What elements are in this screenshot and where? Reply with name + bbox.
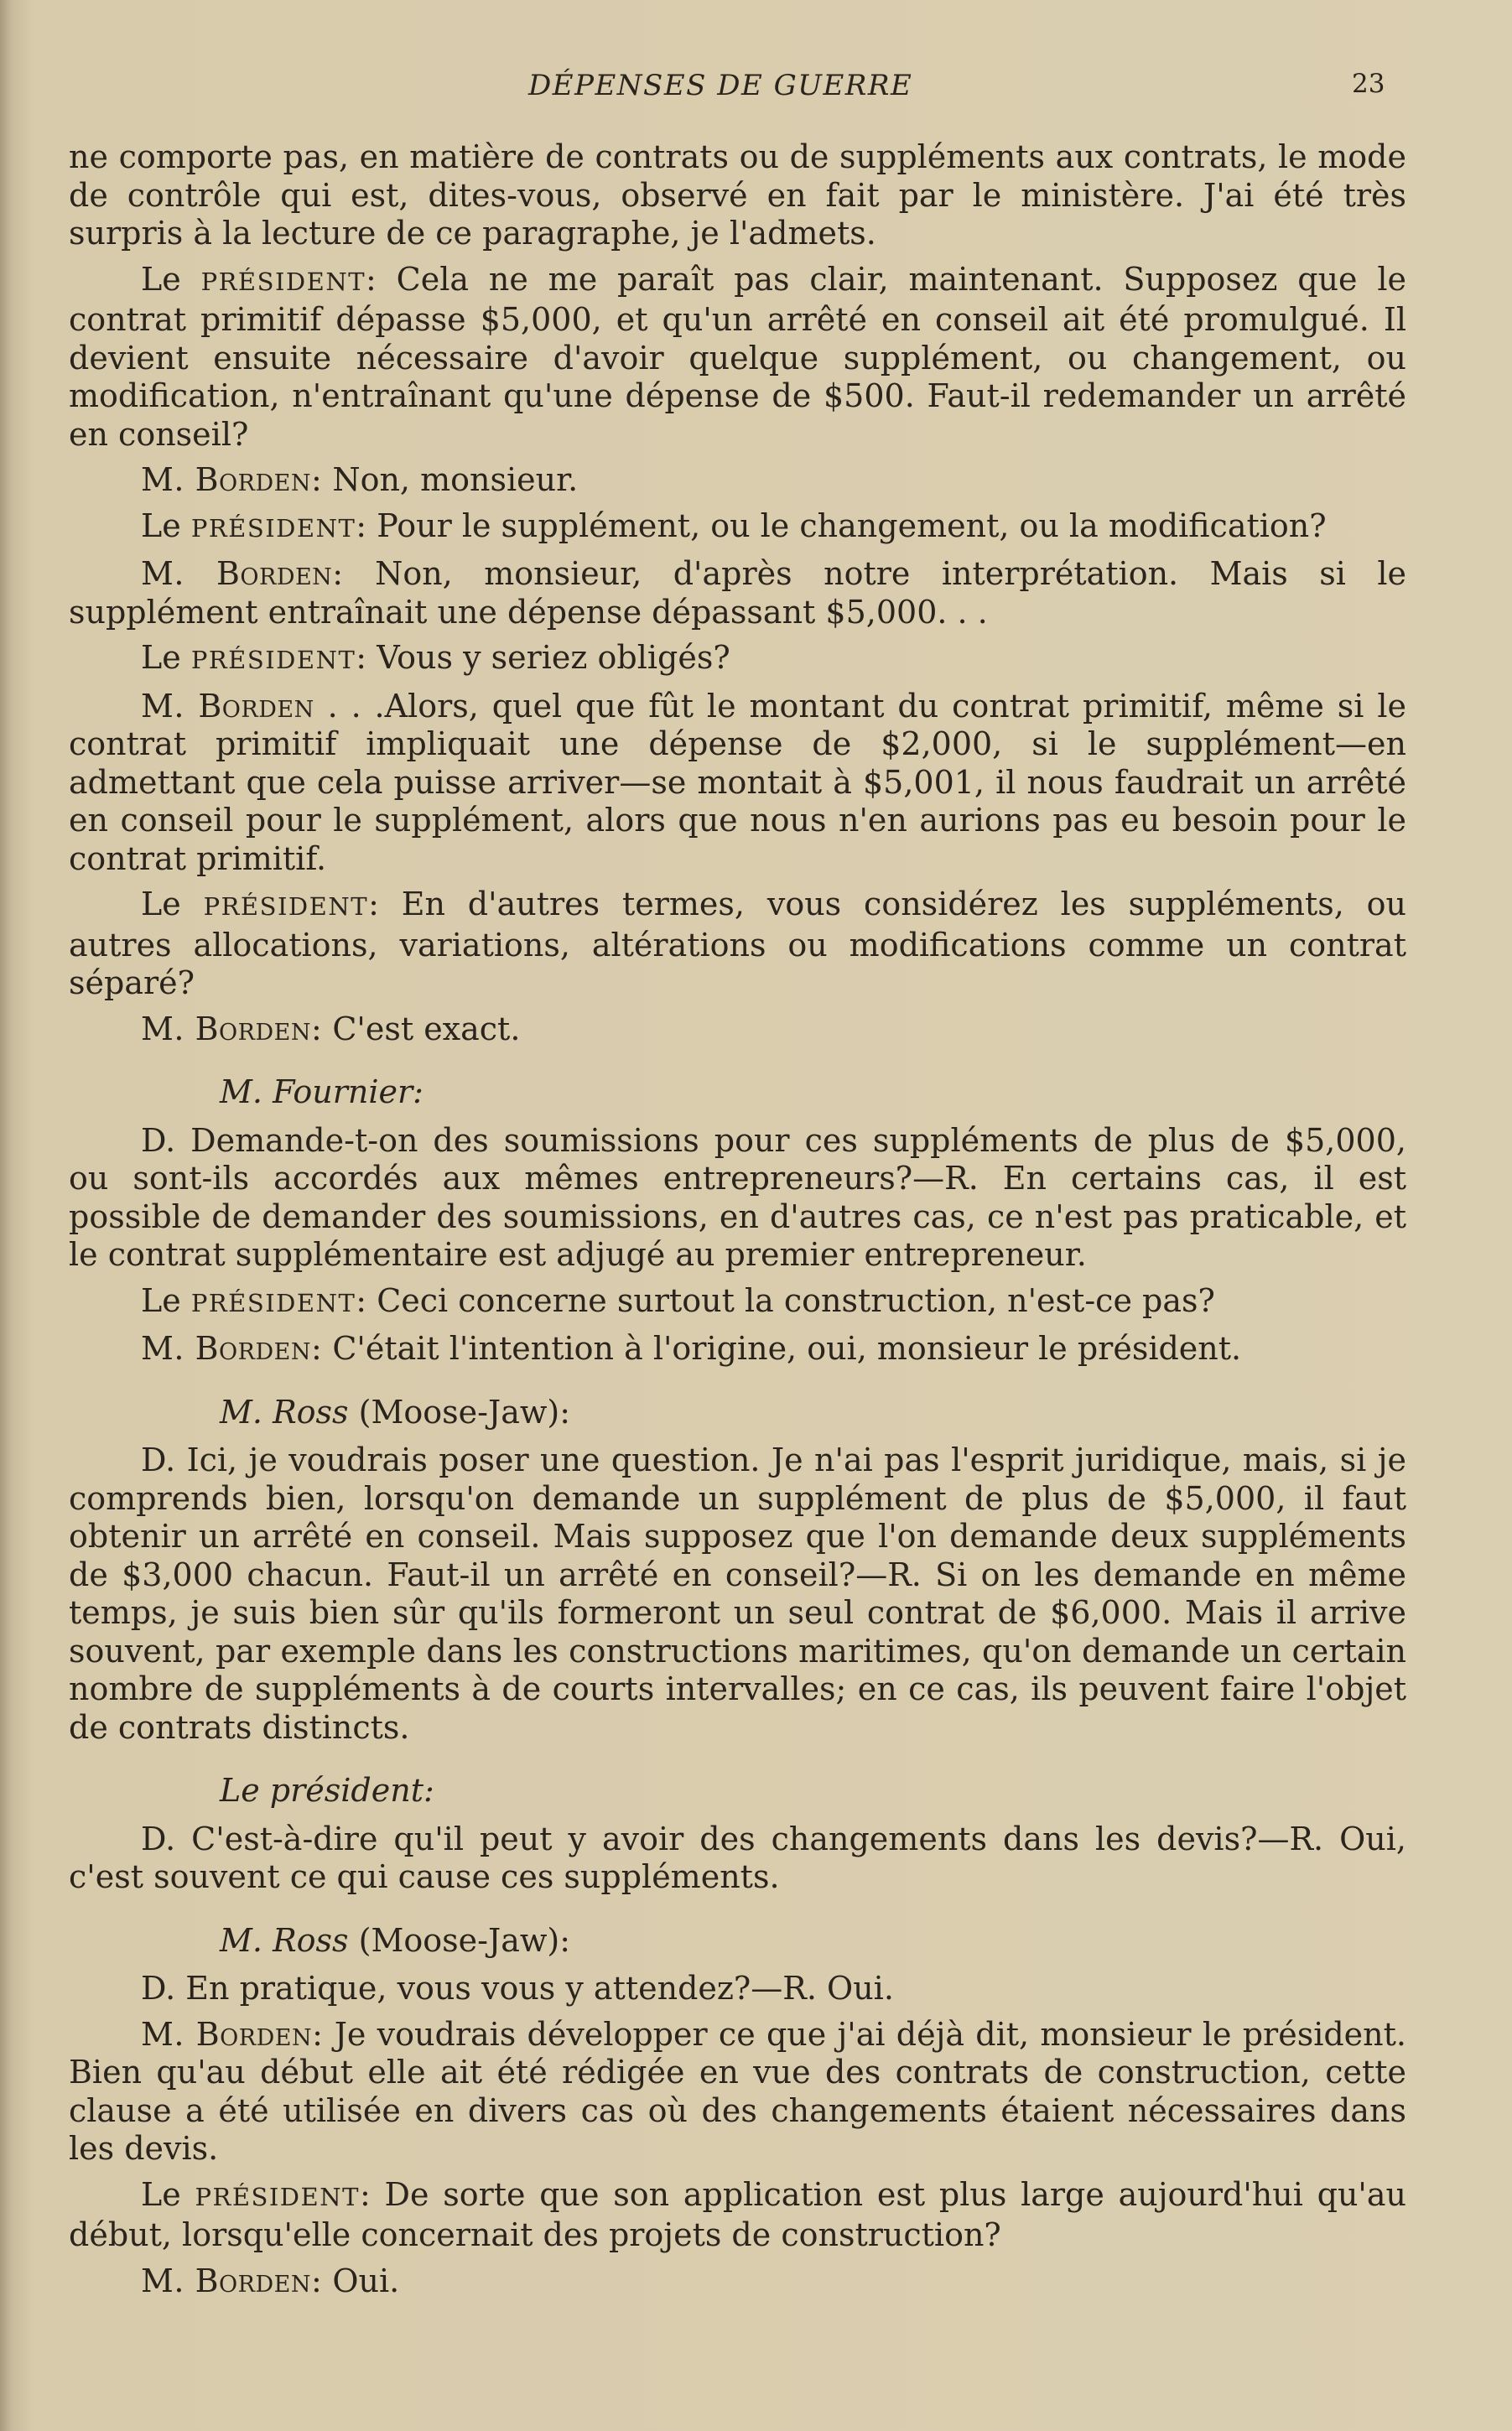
document-page — [69, 0, 1411, 2431]
speaker-heading — [220, 1394, 1406, 1432]
heading-name: M. Ross — [220, 1393, 349, 1431]
speech-text: Oui. — [322, 2262, 400, 2299]
speech-paragraph — [69, 461, 1406, 500]
speaker-heading — [220, 1922, 1406, 1961]
running-title: DÉPENSES DE GUERRE — [528, 69, 913, 102]
speech-text: C'est exact. — [322, 1010, 521, 1047]
heading-name: Le président: — [220, 1772, 434, 1809]
speech-paragraph — [69, 555, 1406, 631]
speech-text: Non, monsieur. — [322, 461, 579, 498]
heading-suffix: (Moose-Jaw): — [348, 1921, 571, 1959]
speaker-name: Le PRÉSIDENT: — [141, 260, 377, 298]
speech-paragraph — [69, 886, 1406, 1003]
speech-paragraph — [69, 2176, 1406, 2255]
speech-text: Cela ne me paraît pas clair, maintenant. Supposez que le contrat primitif dépasse $5,000, et qu'un arrêté en conseil ait été promulgué. Il devient ensuite nécessaire d'avoir quelque supplément, ou changement, ou modification, n'entraînant qu'une dépense de $500. Faut-il redemander un arrêté en conseil? — [69, 260, 1406, 453]
speaker-name: M. Borden: — [141, 2015, 324, 2053]
speaker-name: M. Borden: — [141, 1330, 323, 1367]
speaker-name: Le PRÉSIDENT: — [141, 506, 367, 544]
speaker-heading — [220, 1772, 1406, 1810]
heading-name: M. Ross — [220, 1921, 349, 1959]
speech-paragraph — [69, 1330, 1406, 1369]
speech-text: C'était l'intention à l'origine, oui, monsieur le président. — [322, 1330, 1242, 1367]
speech-text: En d'autres termes, vous considérez les suppléments, ou autres allocations, variations, altérations ou modifications comme un contrat séparé? — [69, 886, 1406, 1001]
speech-text: Vous y seriez obligés? — [366, 639, 730, 676]
page-header — [69, 69, 1411, 111]
paragraph: ne comporte pas, en matière de contrats ou de suppléments aux contrats, le mode de contrôle qui est, dites-vous, observé en fait par le ministère. J'ai été très surpris à la lecture de ce paragraphe, je l'admets. — [69, 138, 1406, 252]
speaker-name: M. Borden: — [141, 2262, 323, 2299]
speech-text: Pour le supplément, ou le changement, ou la modification? — [366, 506, 1327, 544]
speech-paragraph — [69, 261, 1406, 455]
heading-suffix: (Moose-Jaw): — [348, 1393, 571, 1431]
page-number: 23 — [1352, 69, 1385, 99]
speech-paragraph — [69, 1282, 1406, 1323]
speaker-name: M. Borden — [141, 687, 314, 725]
speech-paragraph — [69, 639, 1406, 680]
speech-text: De sorte que son application est plus large aujourd'hui qu'au début, lorsqu'elle concernait des projets de construction? — [69, 2175, 1407, 2253]
speech-paragraph — [69, 507, 1406, 548]
question-answer-paragraph: D. En pratique, vous vous y attendez?—R. Oui. — [141, 1970, 894, 2007]
speaker-name: Le PRÉSIDENT: — [141, 886, 379, 922]
page-body — [69, 138, 1406, 2308]
speaker-name: M. Borden: — [141, 1010, 323, 1047]
speaker-name: M. Borden: — [141, 555, 344, 592]
question-answer-paragraph: D. C'est-à-dire qu'il peut y avoir des changements dans les devis?—R. Oui, c'est souvent ce qui cause ces suppléments. — [69, 1820, 1406, 1895]
speech-text: . . .Alors, quel que fût le montant du contrat primitif, même si le contrat primitif impliquait une dépense de $2,000, si le supplément—en admettant que cela puisse arriver—se montait à $5,001, il nous faudrait un arrêté en conseil pour le supplément, alors que nous n'en aurions pas eu besoin pour le contrat primitif. — [69, 687, 1406, 877]
speaker-heading — [220, 1073, 1406, 1112]
speech-text: Je voudrais développer ce que j'ai déjà dit, monsieur le président. Bien qu'au début elle ait été rédigée en vue des contrats de construction, cette clause a été utilisée en divers cas où des changements étaient nécessaires dans les devis. — [69, 2015, 1406, 2167]
speaker-name: Le PRÉSIDENT: — [141, 639, 367, 676]
speech-paragraph — [69, 1010, 1406, 1049]
speech-paragraph — [69, 2016, 1406, 2169]
speech-paragraph — [69, 2262, 1406, 2301]
speaker-name: M. Borden: — [141, 461, 323, 498]
question-answer-paragraph: D. Demande-t-on des soumissions pour ces suppléments de plus de $5,000, ou sont-ils accordés aux mêmes entrepreneurs?—R. En certains cas, il est possible de demander des soumissions, en d'autres cas, ce n'est pas praticable, et le contrat supplémentaire est adjugé au premier entrepreneur. — [69, 1121, 1406, 1273]
question-answer-paragraph: D. Ici, je voudrais poser une question. Je n'ai pas l'esprit juridique, mais, si je comprends bien, lorsqu'on demande un supplément de plus de $5,000, il faut obtenir un arrêté en conseil. Mais supposez que l'on demande deux suppléments de $3,000 chacun. Faut-il un arrêté en conseil?—R. Si on les demande en même temps, je suis bien sûr qu'ils formeront un seul contrat de $6,000. Mais il arrive souvent, par exemple dans les constructions maritimes, qu'on demande un certain nombre de suppléments à de courts intervalles; en ce cas, ils peuvent faire l'objet de contrats distincts. — [69, 1441, 1406, 1746]
speaker-name: Le PRÉSIDENT: — [141, 2175, 371, 2213]
speaker-name: Le PRÉSIDENT: — [141, 1281, 367, 1319]
speech-text: Non, monsieur, d'après notre interprétation. Mais si le supplément entraînait une dépense dépassant $5,000. . . — [69, 555, 1407, 631]
speech-text: Ceci concerne surtout la construction, n'est-ce pas? — [366, 1281, 1215, 1319]
speech-paragraph — [69, 688, 1406, 879]
heading-name: M. Fournier: — [220, 1073, 423, 1110]
